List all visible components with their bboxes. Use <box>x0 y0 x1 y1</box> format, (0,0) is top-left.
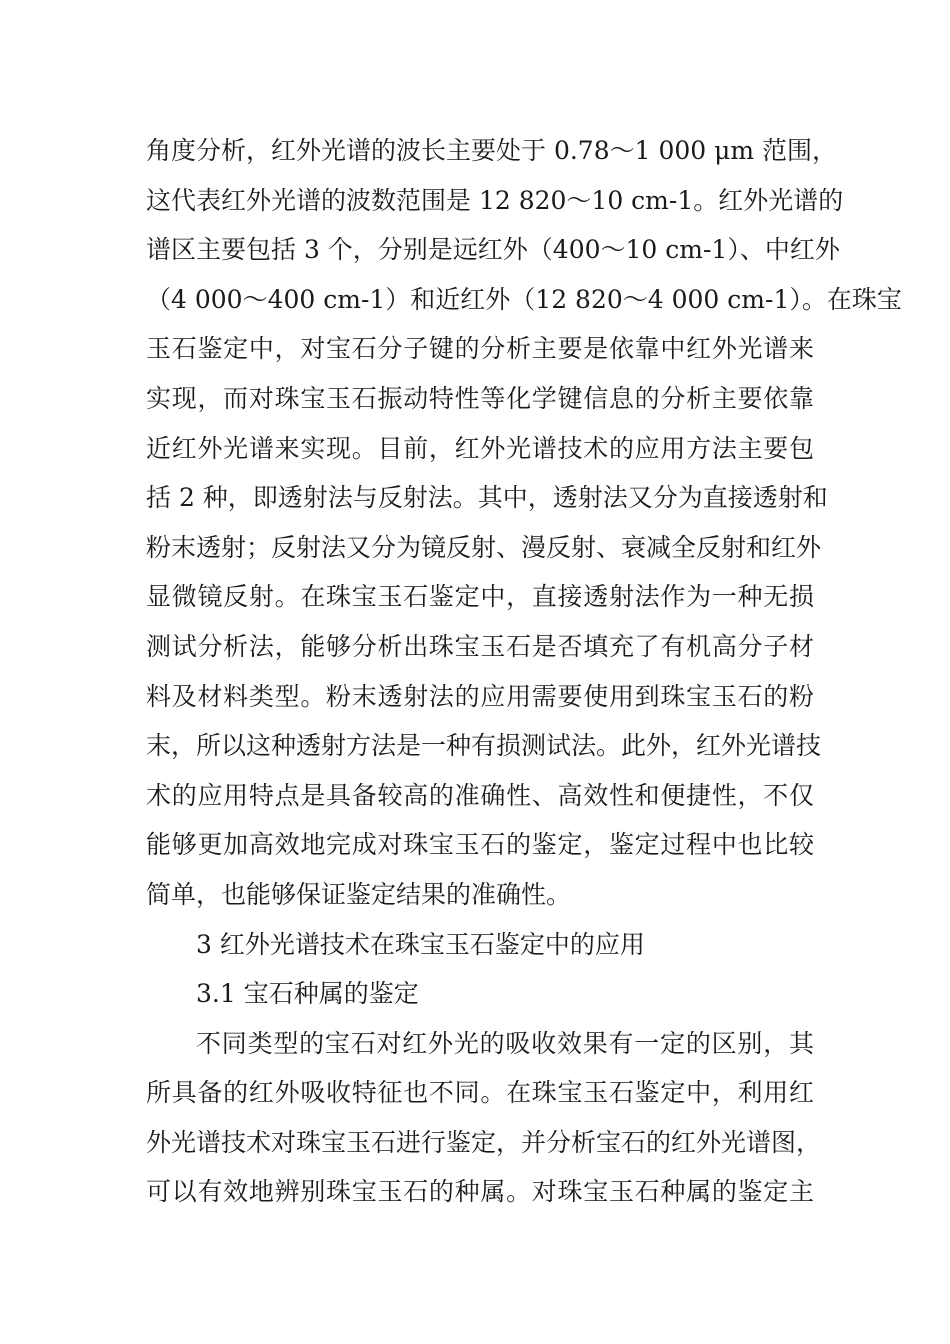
section-heading: 3 红外光谱技术在珠宝玉石鉴定中的应用 <box>196 929 645 959</box>
body-text-line: 实现，而对珠宝玉石振动特性等化学键信息的分析主要依靠 <box>146 383 814 413</box>
body-text-line: 外光谱技术对珠宝玉石进行鉴定，并分析宝石的红外光谱图， <box>146 1127 822 1157</box>
body-text-line: 近红外光谱来实现。目前，红外光谱技术的应用方法主要包 <box>146 433 814 463</box>
body-text-line: 所具备的红外吸收特征也不同。在珠宝玉石鉴定中，利用红 <box>146 1078 814 1108</box>
body-text-line: 测试分析法，能够分析出珠宝玉石是否填充了有机高分子材 <box>146 631 814 661</box>
body-text-line: 能够更加高效地完成对珠宝玉石的鉴定，鉴定过程中也比较 <box>146 830 814 860</box>
body-text-line: 角度分析，红外光谱的波长主要处于 0.78～1 000 μm 范围， <box>146 136 838 165</box>
body-text-line: 不同类型的宝石对红外光的吸收效果有一定的区别，其 <box>196 1028 814 1058</box>
document-body <box>146 126 902 1217</box>
body-text-line: 末，所以这种透射方法是一种有损测试法。此外，红外光谱技 <box>146 731 822 761</box>
body-text-line: （4 000～400 cm-1）和近红外（12 820～4 000 cm-1）。在珠宝 <box>146 284 902 314</box>
body-text-line: 可以有效地辨别珠宝玉石的种属。对珠宝玉石种属的鉴定主 <box>146 1177 814 1207</box>
subsection-heading: 3.1 宝石种属的鉴定 <box>196 979 419 1009</box>
body-text-line: 料及材料类型。粉末透射法的应用需要使用到珠宝玉石的粉 <box>146 681 814 711</box>
body-text-line: 显微镜反射。在珠宝玉石鉴定中，直接透射法作为一种无损 <box>146 582 814 612</box>
body-text-line: 简单，也能够保证鉴定结果的准确性。 <box>146 879 572 909</box>
body-text-line: 谱区主要包括 3 个，分别是远红外（400～10 cm-1）、中红外 <box>146 235 840 265</box>
body-text-line: 术的应用特点是具备较高的准确性、高效性和便捷性，不仅 <box>146 780 814 810</box>
body-text-line: 这代表红外光谱的波数范围是 12 820～10 cm-1。红外光谱的 <box>146 185 844 215</box>
body-text-line: 粉末透射；反射法又分为镜反射、漫反射、衰减全反射和红外 <box>146 532 822 562</box>
body-text-line: 玉石鉴定中，对宝石分子键的分析主要是依靠中红外光谱来 <box>146 334 814 364</box>
body-text-line: 括 2 种，即透射法与反射法。其中，透射法又分为直接透射和 <box>146 483 828 513</box>
